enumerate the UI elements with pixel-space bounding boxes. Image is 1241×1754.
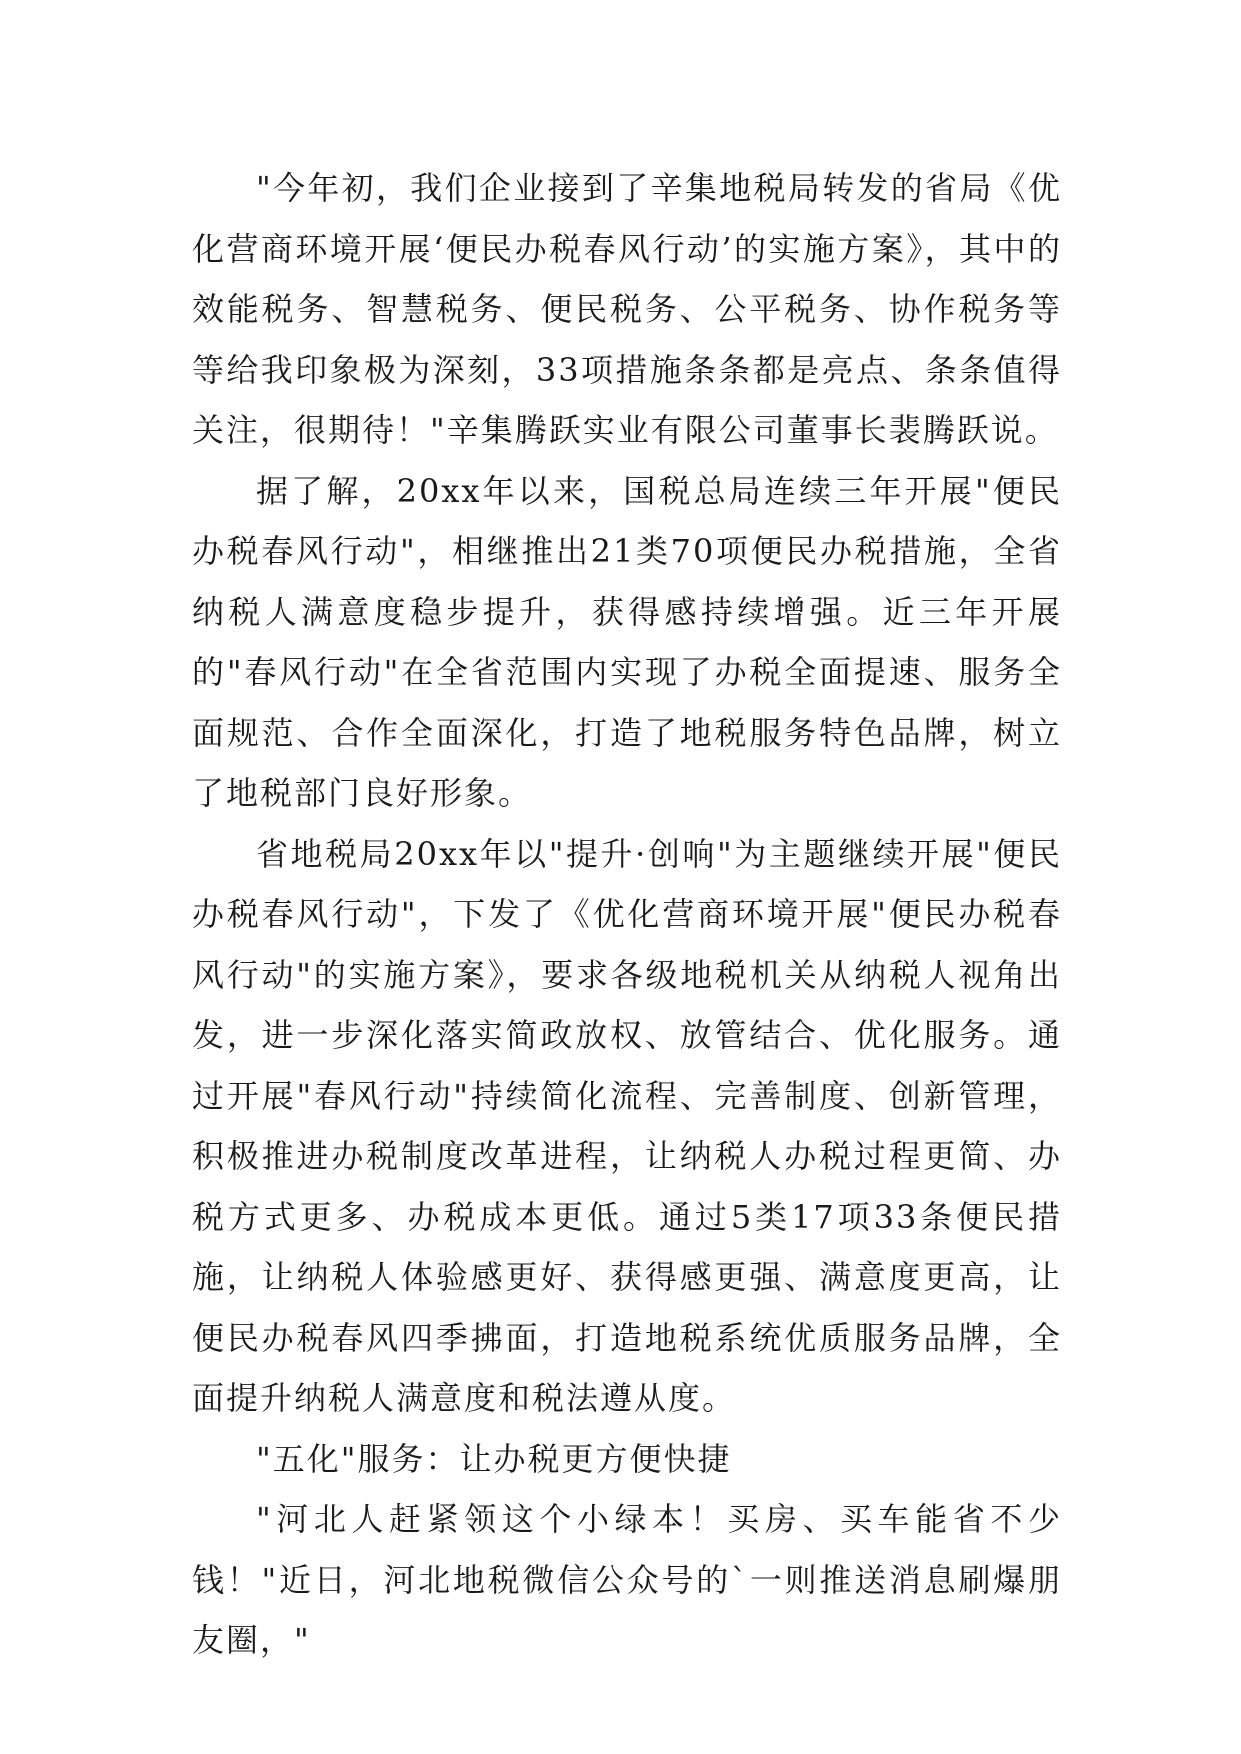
paragraph-2: 据了解，20xx年以来，国税总局连续三年开展"便民办税春风行动"，相继推出21类70项便民办税措施，全省纳税人满意度稳步提升，获得感持续增强。近三年开展的"春风行动"在全省范围内实现了办税全面提速、服务全面规范、合作全面深化，打造了地税服务特色品牌，树立了地税部门良好形象。 [192, 471, 1062, 812]
paragraph-1: "今年初，我们企业接到了辛集地税局转发的省局《优化营商环境开展‘便民办税春风行动’的实施方案》，其中的效能税务、智慧税务、便民税务、公平税务、协作税务等等给我印象极为深刻，33项措施条条都是亮点、条条值得关注，很期待！"辛集腾跃实业有限公司董事长裴腾跃说。 [192, 169, 1062, 449]
document-body [192, 158, 1062, 1671]
paragraph-4: "河北人赶紧领这个小绿本！买房、买车能省不少钱！"近日，河北地税微信公众号的`一则推送消息刷爆朋友圈，" [192, 1500, 1062, 1659]
section-heading: "五化"服务：让办税更方便快捷 [256, 1439, 732, 1478]
paragraph-3: 省地税局20xx年以"提升·创响"为主题继续开展"便民办税春风行动"，下发了《优化营商环境开展"便民办税春风行动"的实施方案》，要求各级地税机关从纳税人视角出发，进一步深化落实简政放权、放管结合、优化服务。通过开展"春风行动"持续简化流程、完善制度、创新管理，积极推进办税制度改革进程，让纳税人办税过程更简、办税方式更多、办税成本更低。通过5类17项33条便民措施，让纳税人体验感更好、获得感更强、满意度更高，让便民办税春风四季拂面，打造地税系统优质服务品牌，全面提升纳税人满意度和税法遵从度。 [192, 834, 1062, 1417]
